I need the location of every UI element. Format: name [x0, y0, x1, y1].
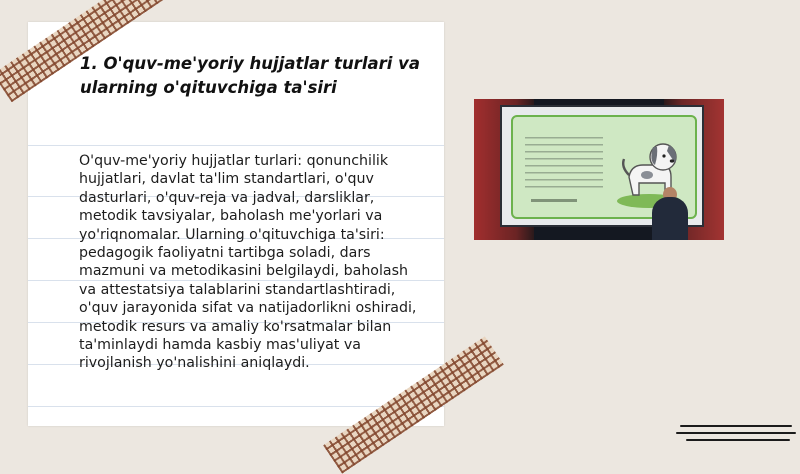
presenter-figure [652, 197, 688, 240]
ruled-line [28, 145, 444, 146]
note-paper [28, 22, 444, 426]
decorative-line [686, 439, 790, 441]
slide-title: 1. O'quv-me'yoriy hujjatlar turlari va ularning o'qituvchiga ta'siri [80, 54, 421, 97]
classroom-photo [474, 99, 724, 240]
decorative-line [680, 425, 792, 427]
projected-text-lines [525, 137, 603, 193]
decorative-line [676, 432, 796, 434]
slide-body-text: O'quv-me'yoriy hujjatlar turlari: qonunchilik hujjatlari, davlat ta'lim standartlari, o'quv dasturlari, o'quv-reja va jadval, darsliklar, metodik tavsiyalar, baholash me'yorlari va yo'riqnomalar. Ularning o'qituvchiga ta'siri: pedagogik faoliyatni tartibga soladi, dars mazmuni va metodikasini belgilaydi, baholash va attestatsiya talablarini standartlashtiradi, o'quv jarayonida sifat va natijadorlikni oshiradi, metodik resurs va amaliy ko'rsatmalar bilan ta'minlaydi hamda kasbiy mas'uliyat va rivojlanish yo'nalishini aniqlaydi. [79, 153, 417, 372]
projected-caption [531, 199, 577, 202]
